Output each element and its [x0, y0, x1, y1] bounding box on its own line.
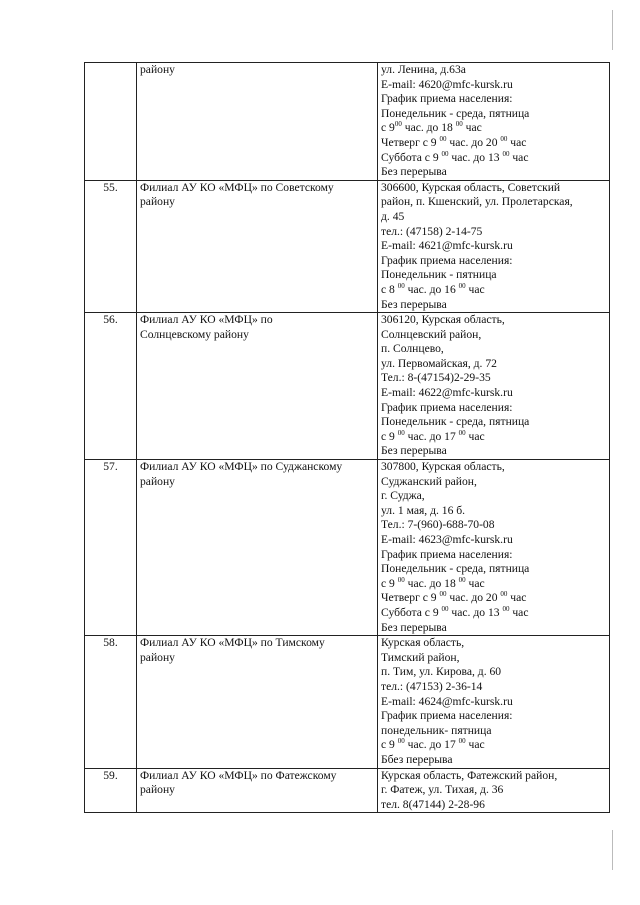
contact-line: Ббез перерыва [381, 752, 453, 766]
schedule-text: с 9 [381, 576, 398, 590]
contact-line: ул. Первомайская, д. 72 [381, 356, 497, 370]
contact-line: 306600, Курская область, Советский [381, 180, 561, 194]
contact-line: График приема населения: [381, 709, 513, 723]
schedule-text: Четверг с 9 [381, 591, 440, 605]
schedule-text: с 9 [381, 429, 398, 443]
contact-line: г. Фатеж, ул. Тихая, д. 36 [381, 783, 504, 797]
contact-line: График приема населения: [381, 253, 513, 267]
contact-line: Без перерыва [381, 297, 447, 311]
table-row [85, 768, 610, 813]
schedule-text: час. до 13 [448, 150, 503, 164]
contact-line: Тимский район, [381, 650, 460, 664]
table-row [85, 180, 610, 312]
row-number [85, 63, 137, 181]
contact-line: п. Солнцево, [381, 342, 444, 356]
schedule-text: час [509, 150, 529, 164]
branch-contacts [378, 636, 610, 768]
contact-line: д. 45 [381, 209, 405, 223]
row-number: 56. [85, 313, 137, 460]
contact-line: район, п. Кшенский, ул. Пролетарская, [381, 195, 573, 209]
contact-line: ул. Ленина, д.63а [381, 63, 466, 76]
schedule-line [381, 606, 606, 621]
schedule-text: час. до 17 [404, 738, 459, 752]
schedule-text: час [507, 135, 527, 149]
contact-line: Тел.: 8-(47154)2-29-35 [381, 371, 491, 385]
table-row [85, 460, 610, 636]
contact-line: E-mail: 4622@mfc-kursk.ru [381, 386, 513, 400]
schedule-text: Суббота с 9 [381, 150, 442, 164]
schedule-text: час [465, 738, 485, 752]
row-number: 58. [85, 636, 137, 768]
schedule-text: час [465, 429, 485, 443]
branch-name-line: району [140, 63, 175, 76]
contact-line: г. Суджа, [381, 489, 425, 503]
minutes-superscript: 00 [502, 604, 510, 613]
scan-mark [612, 10, 613, 50]
row-number: 59. [85, 768, 137, 813]
minutes-superscript: 00 [458, 281, 466, 290]
branch-name-line: Филиал АУ КО «МФЦ» по Фатежскому [140, 768, 337, 782]
minutes-superscript: 00 [397, 281, 405, 290]
schedule-text: час. до 13 [448, 605, 503, 619]
minutes-superscript: 00 [441, 604, 449, 613]
branch-name-line: району [140, 474, 175, 488]
contact-line: E-mail: 4620@mfc-kursk.ru [381, 77, 513, 91]
contact-line: Курская область, Фатежский район, [381, 768, 558, 782]
minutes-superscript: 00 [397, 737, 405, 746]
minutes-superscript: 00 [458, 428, 466, 437]
branch-contacts [378, 63, 610, 181]
table-row [85, 636, 610, 768]
branch-name [137, 636, 378, 768]
contact-line: Без перерыва [381, 620, 447, 634]
schedule-text: Суббота с 9 [381, 605, 442, 619]
contact-line: E-mail: 4621@mfc-kursk.ru [381, 239, 513, 253]
minutes-superscript: 00 [502, 149, 510, 158]
minutes-superscript: 00 [458, 575, 466, 584]
schedule-text: час [462, 121, 482, 135]
branch-name-line: Филиал АУ КО «МФЦ» по Тимскому [140, 636, 325, 650]
contact-line: 307800, Курская область, [381, 460, 505, 474]
contact-line: тел.: (47158) 2-14-75 [381, 224, 483, 238]
contact-line: Понедельник - среда, пятница [381, 415, 530, 429]
contact-line: п. Тим, ул. Кирова, д. 60 [381, 665, 502, 679]
branch-name [137, 460, 378, 636]
contact-line: Понедельник - среда, пятница [381, 562, 530, 576]
branch-name-line: Филиал АУ КО «МФЦ» по Суджанскому [140, 460, 343, 474]
minutes-superscript: 00 [439, 134, 447, 143]
contact-line: тел.: (47153) 2-36-14 [381, 679, 483, 693]
contact-line: Без перерыва [381, 165, 447, 179]
schedule-line [381, 151, 606, 166]
branch-name-line: Филиал АУ КО «МФЦ» по Советскому [140, 180, 334, 194]
minutes-superscript: 00 [397, 575, 405, 584]
schedule-text: час. до 18 [401, 121, 456, 135]
schedule-text: час. до 17 [404, 429, 459, 443]
contact-line: График приема населения: [381, 400, 513, 414]
contact-line: Понедельник - среда, пятница [381, 106, 530, 120]
branch-name [137, 180, 378, 312]
branch-contacts [378, 460, 610, 636]
minutes-superscript: 00 [500, 590, 508, 599]
contact-line: График приема населения: [381, 92, 513, 106]
schedule-text: час [509, 605, 529, 619]
contact-line: Понедельник - пятница [381, 268, 497, 282]
contact-line: понедельник- пятница [381, 723, 492, 737]
minutes-superscript: 00 [439, 590, 447, 599]
schedule-text: час [507, 591, 527, 605]
minutes-superscript: 00 [441, 149, 449, 158]
schedule-text: с 9 [381, 738, 398, 752]
schedule-text: с 9 [381, 121, 395, 135]
schedule-line [381, 591, 606, 606]
table-row [85, 313, 610, 460]
branch-name-line: району [140, 650, 175, 664]
scan-mark [612, 830, 613, 870]
minutes-superscript: 00 [394, 120, 402, 129]
branch-name-line: району [140, 783, 175, 797]
schedule-text: час [465, 282, 485, 296]
schedule-line [381, 738, 606, 753]
contact-line: График приема населения: [381, 547, 513, 561]
table-row [85, 63, 610, 181]
branch-contacts [378, 313, 610, 460]
contact-line: Тел.: 7-(960)-688-70-08 [381, 518, 495, 532]
schedule-line [381, 121, 606, 136]
schedule-text: час. до 20 [446, 135, 501, 149]
schedule-line [381, 577, 606, 592]
row-number: 55. [85, 180, 137, 312]
minutes-superscript: 00 [458, 737, 466, 746]
schedule-line [381, 136, 606, 151]
schedule-text: час [465, 576, 485, 590]
schedule-text: Четверг с 9 [381, 135, 440, 149]
schedule-text: с 8 [381, 282, 398, 296]
contact-line: Курская область, [381, 636, 465, 650]
branch-name [137, 313, 378, 460]
schedule-line [381, 430, 606, 445]
contact-line: Суджанский район, [381, 474, 477, 488]
contact-line: E-mail: 4624@mfc-kursk.ru [381, 694, 513, 708]
branch-contacts [378, 180, 610, 312]
contact-line: ул. 1 мая, д. 16 б. [381, 503, 466, 517]
schedule-text: час. до 16 [404, 282, 459, 296]
branch-name [137, 63, 378, 181]
contact-line: Солнцевский район, [381, 327, 482, 341]
branch-name-line: Солнцевскому району [140, 327, 249, 341]
schedule-text: час. до 18 [404, 576, 459, 590]
branch-name-line: Филиал АУ КО «МФЦ» по [140, 313, 273, 327]
contact-line: Без перерыва [381, 444, 447, 458]
schedule-line [381, 283, 606, 298]
contact-line: тел. 8(47144) 2-28-96 [381, 797, 485, 811]
branch-name [137, 768, 378, 813]
schedule-text: час. до 20 [446, 591, 501, 605]
row-number: 57. [85, 460, 137, 636]
branch-name-line: району [140, 195, 175, 209]
mfc-branches-table [84, 62, 610, 813]
contact-line: 306120, Курская область, [381, 313, 505, 327]
minutes-superscript: 00 [500, 134, 508, 143]
contact-line: E-mail: 4623@mfc-kursk.ru [381, 533, 513, 546]
minutes-superscript: 00 [397, 428, 405, 437]
table-body [85, 63, 610, 813]
minutes-superscript: 00 [455, 120, 463, 129]
branch-contacts [378, 768, 610, 813]
